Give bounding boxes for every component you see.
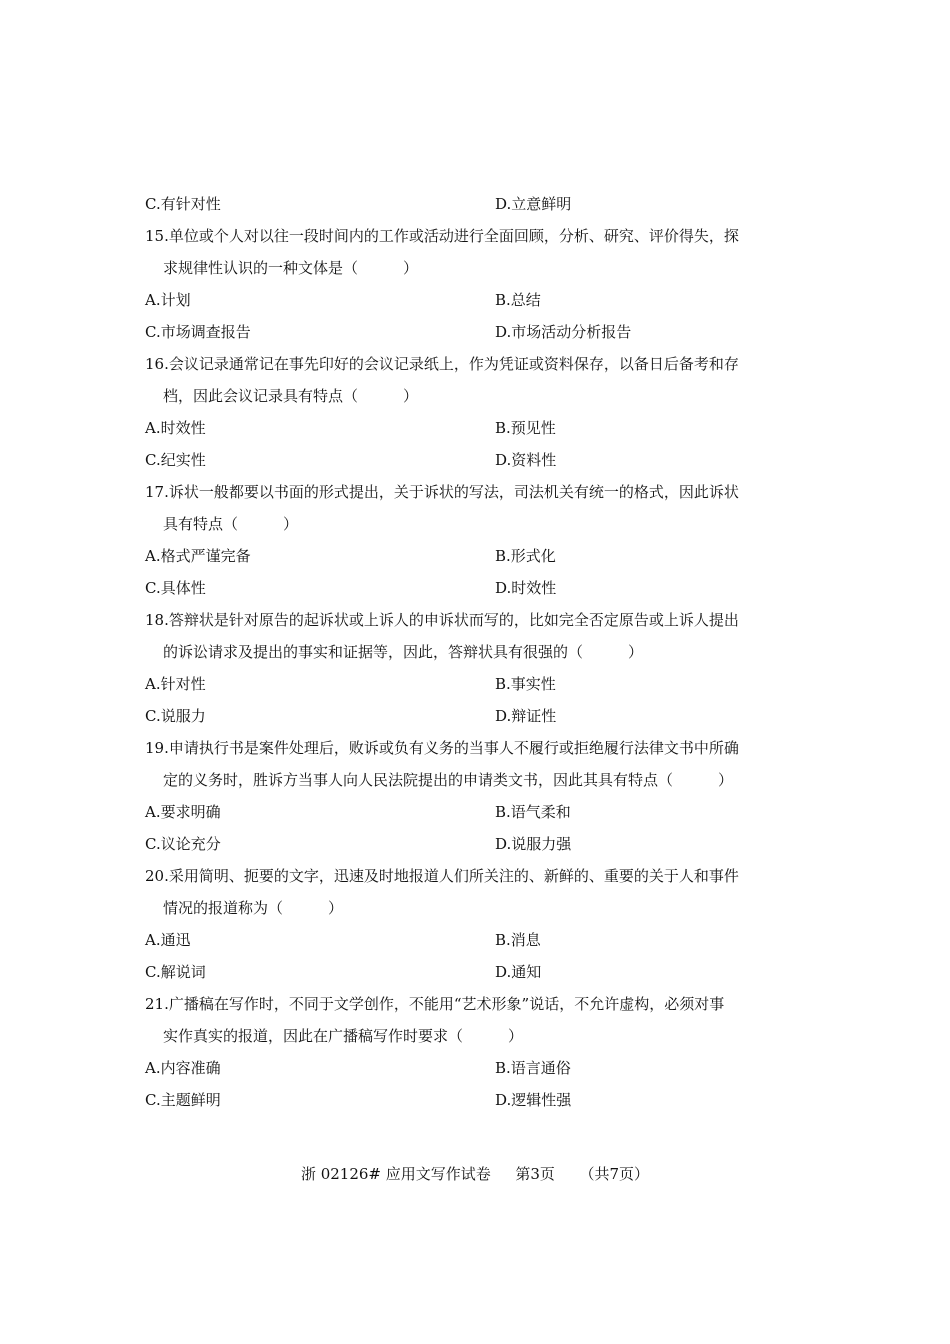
question-stem: 18.答辩状是针对原告的起诉状或上诉人的申诉状而写的，比如完全否定原告或上诉人提出 xyxy=(145,611,739,629)
question-16 xyxy=(145,348,815,476)
option-row xyxy=(145,540,815,572)
question-stem: 16.会议记录通常记在事先印好的会议记录纸上，作为凭证或资料保存，以备日后备考和存 xyxy=(145,355,739,373)
page-footer xyxy=(0,1160,950,1188)
option-c: C.市场调查报告 xyxy=(145,323,251,341)
option-a: A.通迅 xyxy=(145,931,191,949)
question-stem: 17.诉状一般都要以书面的形式提出，关于诉状的写法，司法机关有统一的格式，因此诉状 xyxy=(145,483,739,501)
option-b: B.事实性 xyxy=(495,675,556,693)
question-list xyxy=(145,188,815,1116)
option-d: D.说服力强 xyxy=(495,835,572,853)
option-d: D.通知 xyxy=(495,963,542,981)
option-c: C.解说词 xyxy=(145,963,206,981)
option-row xyxy=(145,956,815,988)
option-c: C.说服力 xyxy=(145,707,206,725)
option-row xyxy=(145,828,815,860)
option-b: B.消息 xyxy=(495,931,541,949)
question-20 xyxy=(145,860,815,988)
question-stem-cont: 实作真实的报道，因此在广播稿写作时要求（ ） xyxy=(163,1027,524,1045)
exam-title: 应用文写作试卷 xyxy=(385,1165,491,1183)
option-a: A.计划 xyxy=(145,291,191,309)
option-a: A.格式严谨完备 xyxy=(145,547,251,565)
option-row xyxy=(145,572,815,604)
option-row xyxy=(145,412,815,444)
question-stem: 21.广播稿在写作时，不同于文学创作，不能用“艺术形象”说话，不允许虚构，必须对事 xyxy=(145,995,725,1013)
option-row xyxy=(145,924,815,956)
question-18 xyxy=(145,604,815,732)
question-stem: 19.申请执行书是案件处理后，败诉或负有义务的当事人不履行或拒绝履行法律文书中所确 xyxy=(145,739,739,757)
option-d: D.逻辑性强 xyxy=(495,1091,572,1109)
option-b: B.语气柔和 xyxy=(495,803,571,821)
page-number: 第3页 xyxy=(515,1165,555,1183)
option-row xyxy=(145,796,815,828)
option-a: A.要求明确 xyxy=(145,803,221,821)
option-row xyxy=(145,1052,815,1084)
option-b: B.形式化 xyxy=(495,547,556,565)
option-c: C.议论充分 xyxy=(145,835,221,853)
question-stem-cont: 情况的报道称为（ ） xyxy=(163,899,344,917)
question-stem-cont: 定的义务时，胜诉方当事人向人民法院提出的申请类文书，因此其具有特点（ ） xyxy=(163,771,734,789)
option-row xyxy=(145,1084,815,1116)
option-row xyxy=(145,188,815,220)
option-c: C.主题鲜明 xyxy=(145,1091,221,1109)
question-19 xyxy=(145,732,815,860)
exam-code: 浙 02126# xyxy=(300,1165,381,1183)
option-row xyxy=(145,316,815,348)
option-c: C.具体性 xyxy=(145,579,206,597)
option-a: A.针对性 xyxy=(145,675,206,693)
question-stem-cont: 求规律性认识的一种文体是（ ） xyxy=(163,259,419,277)
option-d: D.资料性 xyxy=(495,451,557,469)
option-b: B.总结 xyxy=(495,291,541,309)
question-15 xyxy=(145,220,815,348)
option-d: D.辩证性 xyxy=(495,707,557,725)
option-d: D.市场活动分析报告 xyxy=(495,323,632,341)
question-stem-cont: 具有特点（ ） xyxy=(163,515,299,533)
page-total: （共7页） xyxy=(579,1165,650,1183)
option-row xyxy=(145,284,815,316)
question-stem: 15.单位或个人对以往一段时间内的工作或活动进行全面回顾，分析、研究、评价得失，探 xyxy=(145,227,739,245)
option-b: B.语言通俗 xyxy=(495,1059,571,1077)
option-c: C.纪实性 xyxy=(145,451,206,469)
option-row xyxy=(145,668,815,700)
question-21 xyxy=(145,988,815,1116)
question-stem: 20.采用简明、扼要的文字，迅速及时地报道人们所关注的、新鲜的、重要的关于人和事件 xyxy=(145,867,739,885)
option-row xyxy=(145,444,815,476)
option-d: D.立意鲜明 xyxy=(495,195,572,213)
option-a: A.时效性 xyxy=(145,419,206,437)
option-row xyxy=(145,700,815,732)
option-b: B.预见性 xyxy=(495,419,556,437)
option-d: D.时效性 xyxy=(495,579,557,597)
question-17 xyxy=(145,476,815,604)
question-stem-cont: 档，因此会议记录具有特点（ ） xyxy=(163,387,419,405)
option-a: A.内容准确 xyxy=(145,1059,221,1077)
question-stem-cont: 的诉讼请求及提出的事实和证据等，因此，答辩状具有很强的（ ） xyxy=(163,643,644,661)
option-c: C.有针对性 xyxy=(145,195,221,213)
